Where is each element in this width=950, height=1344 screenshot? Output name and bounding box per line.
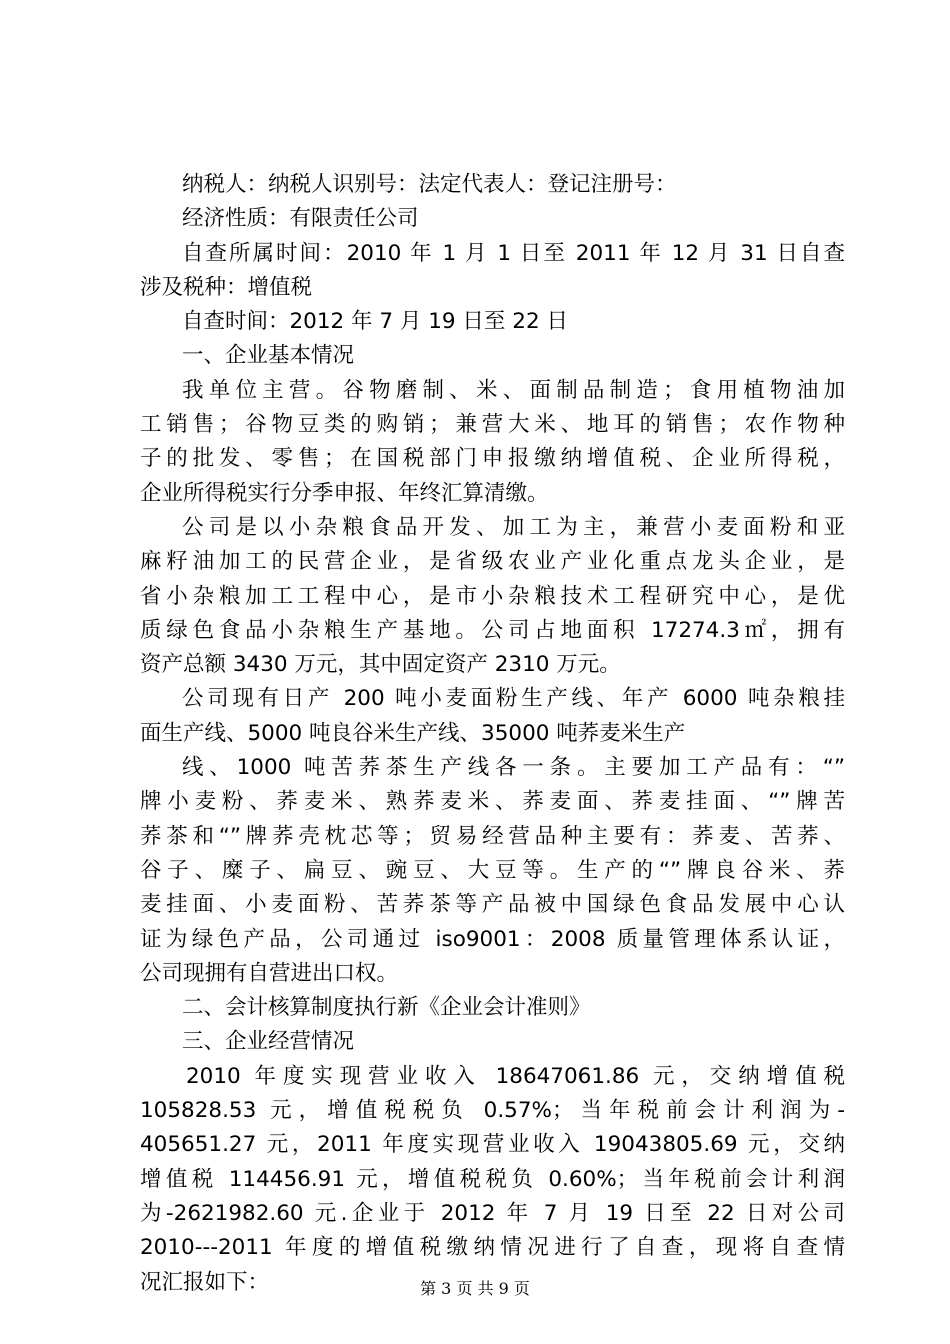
text-line: 面生产线、5000 吨良谷米生产线、35000 吨荞麦米生产 <box>140 720 686 746</box>
text-line-inspection-time: 自查时间：2012 年 7 月 19 日至 22 日 <box>182 309 568 335</box>
text-line-economic-nature: 经济性质：有限责任公司 <box>182 206 419 232</box>
text-line: 2010 年度实现营业收入 18647061.86 元，交纳增值税 <box>186 1063 845 1089</box>
text-line: 企业所得税实行分季申报、年终汇算清缴。 <box>140 480 549 506</box>
text-line: 工销售；谷物豆类的购销；兼营大米、地耳的销售；农作物种 <box>140 412 845 438</box>
text-line: 我单位主营。谷物磨制、米、面制品制造；食用植物油加 <box>182 377 845 403</box>
text-line: 公司是以小杂粮食品开发、加工为主，兼营小麦面粉和亚 <box>182 514 845 540</box>
text-line: 405651.27 元，2011 年度实现营业收入 19043805.69 元，交纳 <box>140 1132 845 1158</box>
text-line: 牌小麦粉、荞麦米、熟荞麦米、荞麦面、荞麦挂面、“”牌苦 <box>140 789 845 815</box>
text-line-taxpayer-fields: 纳税人：纳税人识别号：法定代表人：登记注册号： <box>182 172 677 197</box>
text-line: 2010---2011 年度的增值税缴纳情况进行了自查，现将自查情 <box>140 1235 845 1261</box>
text-line-inspection-period: 自查所属时间：2010 年 1 月 1 日至 2011 年 12 月 31 日自查 <box>182 240 845 266</box>
section-heading-accounting: 二、会计核算制度执行新《企业会计准则》 <box>182 995 591 1021</box>
text-line: 增值税 114456.91 元，增值税税负 0.60%；当年税前会计利润 <box>140 1166 845 1192</box>
text-line: 省小杂粮加工工程中心，是市小杂粮技术工程研究中心，是优 <box>140 583 845 609</box>
section-heading-operations: 三、企业经营情况 <box>182 1029 355 1055</box>
section-heading-basic-info: 一、企业基本情况 <box>182 343 355 369</box>
text-line: 荞茶和“”牌荞壳枕芯等；贸易经营品种主要有：荞麦、苦荞、 <box>140 823 845 849</box>
text-line: 公司现拥有自营进出口权。 <box>140 960 399 986</box>
text-line: 为-2621982.60 元.企业于 2012 年 7 月 19 日至 22 日对公司 <box>140 1200 845 1226</box>
text-line: 子的批发、零售；在国税部门申报缴纳增值税、企业所得税， <box>140 446 845 472</box>
text-line: 线、1000 吨苦荞茶生产线各一条。主要加工产品有：“” <box>182 755 845 781</box>
text-line-tax-types: 涉及税种：增值税 <box>140 274 313 300</box>
page-number-footer: 第 3 页 共 9 页 <box>420 1279 530 1298</box>
text-line: 公司现有日产 200 吨小麦面粉生产线、年产 6000 吨杂粮挂 <box>182 686 845 712</box>
text-line: 况汇报如下： <box>140 1269 270 1295</box>
text-line: 谷子、糜子、扁豆、豌豆、大豆等。生产的“”牌良谷米、荞 <box>140 857 845 883</box>
document-body <box>140 168 845 1300</box>
text-line: 麦挂面、小麦面粉、苦荞茶等产品被中国绿色食品发展中心认 <box>140 892 845 918</box>
text-line: 麻籽油加工的民营企业，是省级农业产业化重点龙头企业，是 <box>140 549 845 575</box>
text-line: 证为绿色产品，公司通过 iso9001：2008 质量管理体系认证， <box>140 926 845 952</box>
text-line: 105828.53 元，增值税税负 0.57%；当年税前会计利润为- <box>140 1098 845 1124</box>
text-line: 资产总额 3430 万元，其中固定资产 2310 万元。 <box>140 652 621 678</box>
text-line: 质绿色食品小杂粮生产基地。公司占地面积 17274.3㎡，拥有 <box>140 617 845 643</box>
